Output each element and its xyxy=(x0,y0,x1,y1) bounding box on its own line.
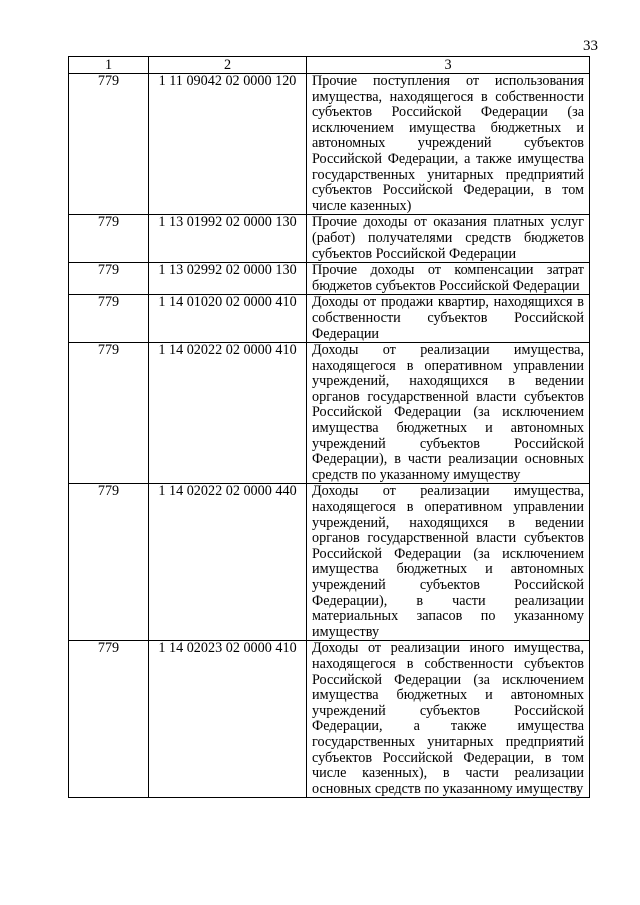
budget-classification-code: 1 14 02022 02 0000 440 xyxy=(149,484,307,641)
administrator-code: 779 xyxy=(69,641,149,798)
administrator-code: 779 xyxy=(69,74,149,215)
revenue-description: Доходы от реализации имущества, находящегося в оперативном управлении учреждений, находящихся в ведении органов государственной власти субъектов Российской Федерации (за исключением имущества бюджетных и автономных учреждений субъектов Российской Федерации), в части реализации основных средств по указанному имуществу xyxy=(307,343,590,484)
page-number: 33 xyxy=(583,38,598,54)
revenue-codes-table xyxy=(68,56,590,798)
table-row xyxy=(69,343,590,484)
revenue-description: Доходы от реализации имущества, находящегося в оперативном управлении учреждений, находящихся в ведении органов государственной власти субъектов Российской Федерации (за исключением имущества бюджетных и автономных учреждений субъектов Российской Федерации), в части реализации материальных запасов по указанному имуществу xyxy=(307,484,590,641)
table-row xyxy=(69,641,590,798)
budget-classification-code: 1 14 02022 02 0000 410 xyxy=(149,343,307,484)
column-header-2: 2 xyxy=(149,57,307,74)
administrator-code: 779 xyxy=(69,295,149,343)
revenue-description: Прочие доходы от оказания платных услуг (работ) получателями средств бюджетов субъектов Российской Федерации xyxy=(307,215,590,263)
budget-classification-code: 1 13 02992 02 0000 130 xyxy=(149,263,307,295)
table-header-row xyxy=(69,57,590,74)
revenue-description: Прочие доходы от компенсации затрат бюджетов субъектов Российской Федерации xyxy=(307,263,590,295)
column-header-3: 3 xyxy=(307,57,590,74)
table-row xyxy=(69,215,590,263)
revenue-description: Прочие поступления от использования имущества, находящегося в собственности субъектов Российской Федерации (за исключением имущества бюджетных и автономных учреждений субъектов Российской Федерации, а также имущества государственных унитарных предприятий субъектов Российской Федерации, в том числе казенных) xyxy=(307,74,590,215)
column-header-1: 1 xyxy=(69,57,149,74)
revenue-description: Доходы от реализации иного имущества, находящегося в собственности субъектов Российской Федерации (за исключением имущества бюджетных и автономных учреждений субъектов Российской Федерации, а также имущества государственных унитарных предприятий субъектов Российской Федерации, в том числе казенных), в части реализации основных средств по указанному имуществу xyxy=(307,641,590,798)
administrator-code: 779 xyxy=(69,343,149,484)
budget-classification-code: 1 13 01992 02 0000 130 xyxy=(149,215,307,263)
administrator-code: 779 xyxy=(69,484,149,641)
administrator-code: 779 xyxy=(69,263,149,295)
budget-classification-code: 1 14 01020 02 0000 410 xyxy=(149,295,307,343)
table-row xyxy=(69,295,590,343)
table-row xyxy=(69,263,590,295)
budget-classification-code: 1 14 02023 02 0000 410 xyxy=(149,641,307,798)
budget-classification-code: 1 11 09042 02 0000 120 xyxy=(149,74,307,215)
table-row xyxy=(69,484,590,641)
table-row xyxy=(69,74,590,215)
revenue-description: Доходы от продажи квартир, находящихся в собственности субъектов Российской Федерации xyxy=(307,295,590,343)
administrator-code: 779 xyxy=(69,215,149,263)
